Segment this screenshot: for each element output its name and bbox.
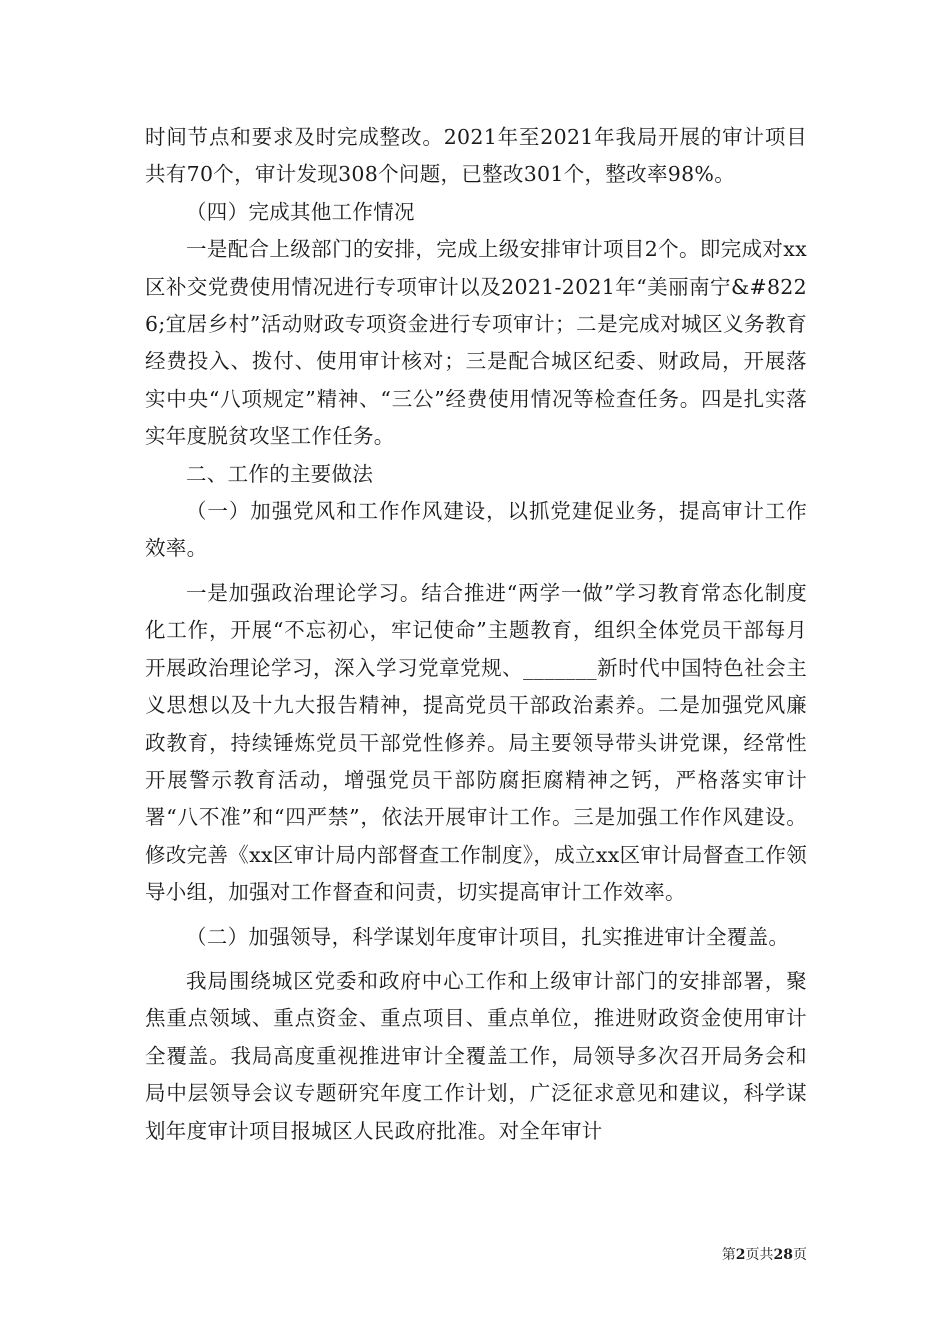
paragraph-leadership: 我局围绕城区党委和政府中心工作和上级审计部门的安排部署，聚焦重点领域、重点资金、重点项目、重点单位，推进财政资金使用审计全覆盖。我局高度重视推进审计全覆盖工作，局领导多次召开局务会和局中层领导会议专题研究年度工作计划，广泛征求意见和建议，科学谋划年度审计项目报城区人民政府批准。对全年审计 — [145, 968, 807, 1143]
paragraph-other-work: 一是配合上级部门的安排，完成上级安排审计项目2个。即完成对xx区补交党费使用情况进行专项审计以及2021-2021年“美丽南宁&#8226;宜居乡村”活动财政专项资金进行专项审计；二是完成对城区义务教育经费投入、拨付、使用审计核对；三是配合城区纪委、财政局，开展落实中央“八项规定”精神、“三公”经费使用情况等检查任务。四是扎实落实年度脱贫攻坚工作任务。 — [145, 237, 807, 449]
paragraph-party-style: 一是加强政治理论学习。结合推进“两学一做”学习教育常态化制度化工作，开展“不忘初心，牢记使命”主题教育，组织全体党员干部每月开展政治理论学习，深入学习党章党规、_______新时代中国特色社会主义思想以及十九大报告精神，提高党员干部政治素养。二是加强党风廉政教育，持续锤炼党员干部党性修养。局主要领导带头讲党课，经常性开展警示教育活动，增强党员干部防腐拒腐精神之钙，严格落实审计署“八不准”和“四严禁”，依法开展审计工作。三是加强工作作风建设。修改完善《xx区审计局内部督查工作制度》，成立xx区审计局督查工作领导小组，加强对工作督查和问责，切实提高审计工作效率。 — [145, 580, 807, 905]
paragraph-continuation: 时间节点和要求及时完成整改。2021年至2021年我局开展的审计项目共有70个，审计发现308个问题，已整改301个，整改率98%。 — [145, 125, 807, 187]
subheading-party-style: （一）加强党风和工作作风建设，以抓党建促业务，提高审计工作效率。 — [145, 499, 807, 561]
footer-middle: 页共 — [745, 1247, 774, 1263]
footer-current-page: 2 — [735, 1247, 746, 1263]
footer-suffix: 页 — [793, 1247, 807, 1263]
document-body — [145, 119, 807, 1150]
footer-prefix: 第 — [721, 1247, 736, 1263]
section-heading-main-methods: 二、工作的主要做法 — [186, 461, 374, 486]
section-heading-other-work: （四）完成其他工作情况 — [186, 199, 415, 224]
page-number-footer — [722, 1246, 807, 1264]
subheading-leadership: （二）加强领导，科学谋划年度审计项目，扎实推进审计全覆盖。 — [186, 924, 790, 949]
footer-total-pages: 28 — [773, 1247, 793, 1263]
